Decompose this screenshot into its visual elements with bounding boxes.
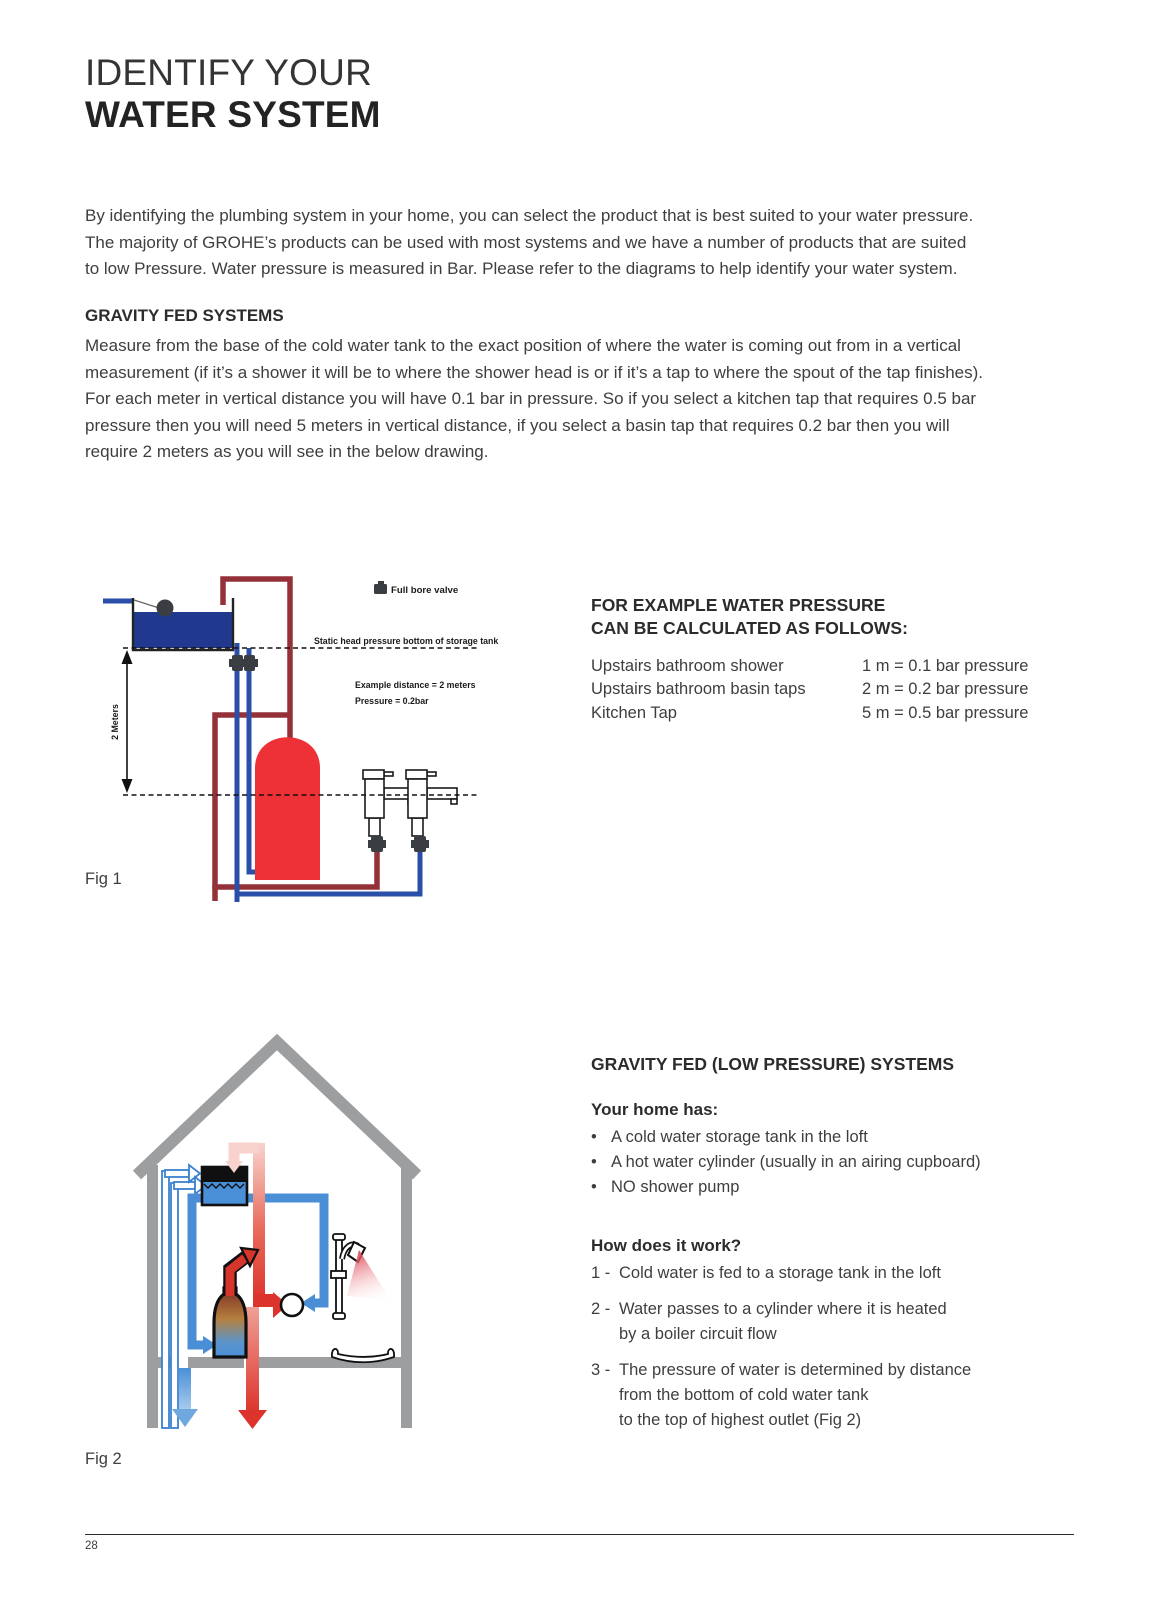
- hot-water-cylinder: [255, 737, 320, 880]
- step-line: by a boiler circuit flow: [619, 1325, 777, 1343]
- fig1-diagram: [85, 555, 500, 905]
- intro-line: By identifying the plumbing system in your home, you can select the product that is best suited to your water pressure.: [85, 206, 974, 225]
- list-item: [591, 1125, 1061, 1150]
- full-bore-valve-label: Full bore valve: [391, 585, 459, 596]
- step-line: Cold water is fed to a storage tank in the loft: [619, 1264, 941, 1282]
- gravity-low-pressure-block: [591, 1053, 1061, 1433]
- hot-tap: [363, 770, 414, 836]
- step-line: from the bottom of cold water tank: [619, 1386, 869, 1404]
- pressure-table: [591, 655, 1061, 725]
- step-item: [591, 1297, 1061, 1347]
- example-heading-line1: FOR EXAMPLE WATER PRESSURE: [591, 595, 886, 615]
- pump-location-circle: [281, 1294, 303, 1316]
- row-value: 5 m = 0.5 bar pressure: [862, 703, 1029, 722]
- tap-isolation-valves: [368, 836, 429, 852]
- example-pressure-block: [591, 594, 1061, 725]
- bullet-glyph: •: [591, 1128, 597, 1146]
- step-line: to the top of highest outlet (Fig 2): [619, 1411, 862, 1429]
- step-item: [591, 1358, 1061, 1433]
- bath: [332, 1349, 394, 1362]
- fig2-diagram: [120, 1015, 440, 1435]
- list-item-text: A hot water cylinder (usually in an airing cupboard): [611, 1153, 981, 1171]
- gravity-fed-paragraph: [85, 333, 983, 466]
- step-item: [591, 1261, 1061, 1286]
- ballcock-float: [157, 600, 174, 617]
- hot-water-cylinder: [214, 1288, 246, 1357]
- page-title-line1: IDENTIFY YOUR: [85, 52, 373, 93]
- gravity-fed-heading: GRAVITY FED SYSTEMS: [85, 306, 284, 325]
- table-row: [591, 678, 1061, 701]
- row-value: 2 m = 0.2 bar pressure: [862, 680, 1029, 699]
- step-number: 1 -: [591, 1264, 611, 1282]
- tank-outlet-valves: [229, 655, 258, 671]
- house-right-wall: [401, 1165, 412, 1428]
- example-pressure-label: Pressure = 0.2bar: [355, 696, 429, 706]
- cold-tap: [406, 770, 457, 836]
- meters-axis-label: 2 Meters: [110, 704, 120, 740]
- house-left-wall: [147, 1165, 158, 1428]
- step-number: 3 -: [591, 1361, 611, 1379]
- gravity-line: pressure then you will need 5 meters in vertical distance, if you select a basin tap that requires 0.2 bar then you will: [85, 415, 950, 435]
- step-text: [619, 1297, 947, 1347]
- static-head-label: Static head pressure bottom of storage tank: [314, 636, 499, 646]
- fig1-label: Fig 1: [85, 870, 122, 888]
- how-it-works-heading: How does it work?: [591, 1236, 742, 1255]
- gravity-line: For each meter in vertical distance you will have 0.1 bar in pressure. So if you select a kitchen tap that requires 0.5 bar: [85, 389, 977, 408]
- gravity-line: Measure from the base of the cold water tank to the exact position of where the water is coming out from in a vertical: [85, 336, 961, 355]
- row-item: Upstairs bathroom basin taps: [591, 680, 806, 699]
- intro-line: to low Pressure. Water pressure is measured in Bar. Please refer to the diagrams to help identify your water system.: [85, 259, 958, 278]
- hot-down-shaft: [246, 1307, 259, 1412]
- page-number: 28: [85, 1540, 98, 1552]
- table-row: [591, 655, 1061, 678]
- bullet-glyph: •: [591, 1178, 597, 1196]
- step-line: The pressure of water is determined by distance: [619, 1361, 972, 1379]
- step-text: [619, 1358, 971, 1433]
- list-item: [591, 1150, 1061, 1175]
- hot-bend: [253, 1294, 275, 1307]
- gravity-line: require 2 meters as you will see in the below drawing.: [85, 442, 489, 461]
- house-roof: [137, 1042, 417, 1175]
- two-meters-arrow: [122, 650, 133, 793]
- row-item: Upstairs bathroom shower: [591, 657, 784, 675]
- bullet-glyph: •: [591, 1153, 597, 1171]
- page-title: [85, 52, 381, 136]
- list-item-text: NO shower pump: [611, 1178, 740, 1196]
- row-value: 1 m = 0.1 bar pressure: [862, 657, 1029, 675]
- full-bore-valve-icon: [374, 581, 387, 594]
- gravity-line: measurement (if it’s a shower it will be to where the shower head is or if it’s a tap to where the spout of the tap finishes).: [85, 362, 983, 382]
- intro-line: The majority of GROHE’s products can be used with most systems and we have a number of products that are suited: [85, 232, 967, 252]
- row-item: Kitchen Tap: [591, 703, 677, 722]
- page-title-line2: WATER SYSTEM: [85, 94, 381, 135]
- fig2-label: Fig 2: [85, 1450, 122, 1468]
- list-item: [591, 1175, 1061, 1200]
- step-line: Water passes to a cylinder where it is heated: [619, 1300, 947, 1318]
- example-heading-line2: CAN BE CALCULATED AS FOLLOWS:: [591, 617, 908, 638]
- step-text: [619, 1261, 941, 1286]
- intro-paragraph: [85, 203, 973, 283]
- ballcock-arm: [134, 600, 159, 608]
- step-number: 2 -: [591, 1300, 611, 1318]
- example-distance-label: Example distance = 2 meters: [355, 680, 476, 690]
- footer-rule: [85, 1534, 1074, 1535]
- cold-down-shaft: [179, 1368, 191, 1411]
- your-home-has-heading: Your home has:: [591, 1100, 719, 1119]
- how-it-works-steps: [591, 1261, 1061, 1433]
- table-row: [591, 702, 1061, 725]
- storage-tank-water: [134, 612, 232, 648]
- hot-down-arrow: [238, 1410, 267, 1429]
- hot-water-column: [253, 1143, 265, 1300]
- gravity-low-pressure-heading: GRAVITY FED (LOW PRESSURE) SYSTEMS: [591, 1054, 954, 1074]
- loft-storage-tank: [202, 1167, 247, 1205]
- list-item-text: A cold water storage tank in the loft: [611, 1128, 868, 1146]
